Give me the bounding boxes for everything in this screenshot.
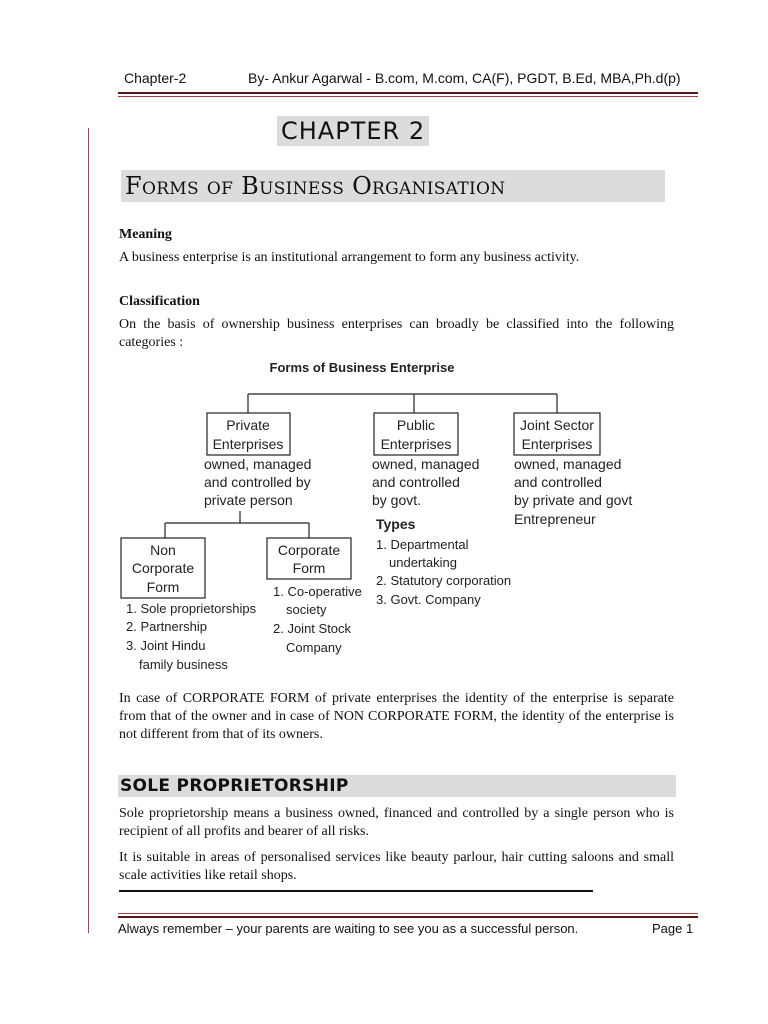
footer-text: Always remember – your parents are waiting to see you as a successful person. (118, 921, 579, 936)
footer-rule (118, 916, 698, 918)
sole-proprietorship-heading: SOLE PROPRIETORSHIP (118, 775, 676, 797)
noncorporate-item-3b: family business (139, 657, 228, 672)
public-desc-3: by govt. (372, 492, 422, 508)
noncorporate-item-2: 2. Partnership (126, 619, 207, 634)
public-box-line1: Public (396, 417, 436, 433)
public-desc-2: and controlled (372, 474, 460, 490)
sole-proprietorship-para1: Sole proprietorship means a business owned, financed and controlled by a single person who is recipient of all profits and bearer of all risks. (119, 806, 674, 839)
public-type-1: 1. Departmental (376, 537, 469, 552)
public-desc-1: owned, managed (372, 456, 480, 472)
header-chapter: Chapter-2 (124, 70, 187, 86)
joint-desc-2: and controlled (514, 474, 602, 490)
footer-rule-thin (118, 913, 698, 914)
corporate-item-1b: society (286, 602, 327, 617)
page-number: Page 1 (652, 921, 694, 936)
noncorporate-box-line2: Corporate (131, 560, 195, 576)
corporate-note: In case of CORPORATE FORM of private enterprises the identity of the enterprise is separate from that of the owner and in case of NON CORPORATE FORM, the identity of the enterprise is not different from that of its owners. (119, 691, 674, 742)
public-type-2: 2. Statutory corporation (376, 573, 512, 588)
joint-box-line2: Enterprises (521, 436, 593, 452)
noncorporate-item-3: 3. Joint Hindu (126, 638, 206, 653)
corporate-item-2b: Company (286, 640, 342, 655)
section-end-rule (119, 890, 593, 892)
private-box-line1: Private (226, 417, 270, 433)
corporate-item-2: 2. Joint Stock (273, 621, 352, 636)
corporate-box-line2: Form (292, 560, 326, 576)
private-desc-1: owned, managed (204, 456, 312, 472)
chapter-number: CHAPTER 2 (277, 116, 429, 146)
noncorporate-box-line1: Non (150, 542, 176, 558)
header-author: By- Ankur Agarwal - B.com, M.com, CA(F), PGDT, B.Ed, MBA,Ph.d(p) (248, 70, 681, 86)
noncorporate-item-1: 1. Sole proprietorships (126, 601, 257, 616)
noncorporate-box-line3: Form (146, 579, 180, 595)
classification-heading: Classification (119, 294, 200, 309)
private-desc-2: and controlled by (204, 474, 311, 490)
public-type-3: 3. Govt. Company (376, 592, 481, 607)
public-type-1b: undertaking (389, 555, 457, 570)
meaning-heading: Meaning (119, 227, 172, 242)
joint-desc-1: owned, managed (514, 456, 622, 472)
corporate-box-line1: Corporate (277, 542, 341, 558)
sole-proprietorship-para2: It is suitable in areas of personalised services like beauty parlour, hair cutting saloons and small scale activities like retail shops. (119, 850, 674, 883)
corporate-item-1: 1. Co-operative (273, 584, 362, 599)
joint-desc-4: Entrepreneur (514, 511, 596, 527)
meaning-text: A business enterprise is an institutional arrangement to form any business activity. (119, 250, 580, 265)
joint-desc-3: by private and govt (514, 492, 633, 508)
public-box-line2: Enterprises (380, 436, 452, 452)
private-desc-3: private person (204, 492, 293, 508)
public-types-heading: Types (376, 516, 416, 532)
private-box-line2: Enterprises (212, 436, 284, 452)
chapter-title: Forms of Business Organisation (121, 170, 665, 202)
classification-text: On the basis of ownership business enterprises can broadly be classified into the following categories : (119, 317, 674, 350)
diagram-title: Forms of Business Enterprise (269, 360, 455, 375)
joint-box-line1: Joint Sector (520, 417, 594, 433)
